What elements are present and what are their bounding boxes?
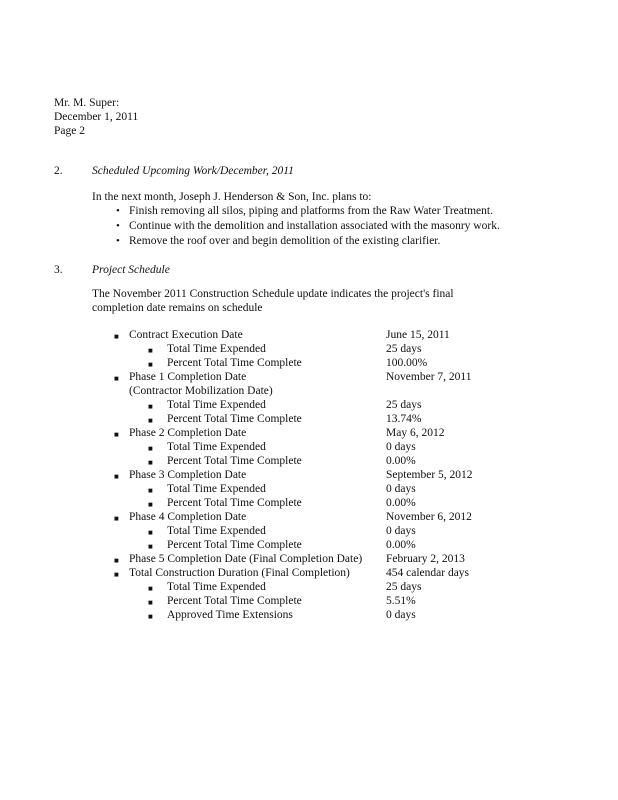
bullet-square: ■ <box>148 416 153 425</box>
bullet-square: ■ <box>148 486 153 495</box>
bullet-square: ■ <box>148 402 153 411</box>
bullet-square: ■ <box>148 612 153 621</box>
bullet-square: ■ <box>148 458 153 467</box>
recipient-line: Mr. M. Super: <box>54 97 120 109</box>
schedule-value: 5.51% <box>386 595 416 607</box>
schedule-value: 100.00% <box>386 357 428 369</box>
schedule-value: November 7, 2011 <box>386 371 472 383</box>
schedule-label: Total Time Expended <box>167 399 266 411</box>
schedule-label: Percent Total Time Complete <box>167 539 302 551</box>
work-item: Continue with the demolition and installation associated with the masonry work. <box>129 220 500 232</box>
bullet-square: ■ <box>148 444 153 453</box>
schedule-label: Phase 2 Completion Date <box>129 427 247 439</box>
bullet-square: ■ <box>114 472 119 481</box>
schedule-label: Percent Total Time Complete <box>167 357 302 369</box>
schedule-label: Percent Total Time Complete <box>167 455 302 467</box>
schedule-value: 0 days <box>386 483 416 495</box>
page-number: Page 2 <box>54 125 85 137</box>
schedule-value: 0 days <box>386 525 416 537</box>
bullet-square: ■ <box>148 346 153 355</box>
schedule-label: Approved Time Extensions <box>167 609 293 621</box>
schedule-label: Total Time Expended <box>167 581 266 593</box>
schedule-label: Total Time Expended <box>167 441 266 453</box>
bullet-square: ■ <box>148 528 153 537</box>
schedule-label: Phase 4 Completion Date <box>129 511 247 523</box>
schedule-value: November 6, 2012 <box>386 511 472 523</box>
schedule-label: Phase 1 Completion Date <box>129 371 247 383</box>
bullet-square: ■ <box>148 500 153 509</box>
schedule-value: 0 days <box>386 441 416 453</box>
bullet-dot: • <box>116 205 120 217</box>
section-3-intro-line-1: The November 2011 Construction Schedule update indicates the project's final <box>92 288 454 300</box>
schedule-label: (Contractor Mobilization Date) <box>129 385 273 397</box>
schedule-label: Total Time Expended <box>167 525 266 537</box>
bullet-square: ■ <box>114 430 119 439</box>
schedule-label: Total Time Expended <box>167 483 266 495</box>
bullet-square: ■ <box>114 514 119 523</box>
bullet-dot: • <box>116 220 120 232</box>
schedule-value: 25 days <box>386 343 422 355</box>
section-2-title: Scheduled Upcoming Work/December, 2011 <box>92 165 294 177</box>
bullet-square: ■ <box>114 556 119 565</box>
section-3-title: Project Schedule <box>92 264 170 276</box>
schedule-value: May 6, 2012 <box>386 427 445 439</box>
schedule-label: Percent Total Time Complete <box>167 595 302 607</box>
bullet-square: ■ <box>114 332 119 341</box>
bullet-square: ■ <box>148 360 153 369</box>
section-3-number: 3. <box>54 264 63 276</box>
schedule-value: June 15, 2011 <box>386 329 450 341</box>
schedule-value: September 5, 2012 <box>386 469 473 481</box>
work-item: Finish removing all silos, piping and platforms from the Raw Water Treatment. <box>129 205 493 217</box>
schedule-value: 0.00% <box>386 455 416 467</box>
schedule-label: Percent Total Time Complete <box>167 497 302 509</box>
schedule-value: 25 days <box>386 581 422 593</box>
schedule-value: 25 days <box>386 399 422 411</box>
schedule-value: 454 calendar days <box>386 567 470 579</box>
letter-date: December 1, 2011 <box>54 111 139 123</box>
bullet-dot: • <box>116 235 120 247</box>
section-3-intro-line-2: completion date remains on schedule <box>92 302 263 314</box>
schedule-value: 0.00% <box>386 497 416 509</box>
bullet-square: ■ <box>148 542 153 551</box>
schedule-label: Phase 5 Completion Date (Final Completion Date) <box>129 553 363 565</box>
bullet-square: ■ <box>114 374 119 383</box>
bullet-square: ■ <box>114 570 119 579</box>
schedule-value: 0.00% <box>386 539 416 551</box>
work-item: Remove the roof over and begin demolition of the existing clarifier. <box>129 235 441 247</box>
section-2-intro: In the next month, Joseph J. Henderson & Son, Inc. plans to: <box>92 191 372 203</box>
schedule-label: Contract Execution Date <box>129 329 243 341</box>
schedule-label: Total Construction Duration (Final Completion) <box>129 567 350 579</box>
schedule-label: Percent Total Time Complete <box>167 413 302 425</box>
schedule-label: Total Time Expended <box>167 343 266 355</box>
schedule-value: February 2, 2013 <box>386 553 465 565</box>
schedule-value: 13.74% <box>386 413 422 425</box>
bullet-square: ■ <box>148 598 153 607</box>
section-2-number: 2. <box>54 165 63 177</box>
schedule-value: 0 days <box>386 609 416 621</box>
schedule-label: Phase 3 Completion Date <box>129 469 247 481</box>
bullet-square: ■ <box>148 584 153 593</box>
